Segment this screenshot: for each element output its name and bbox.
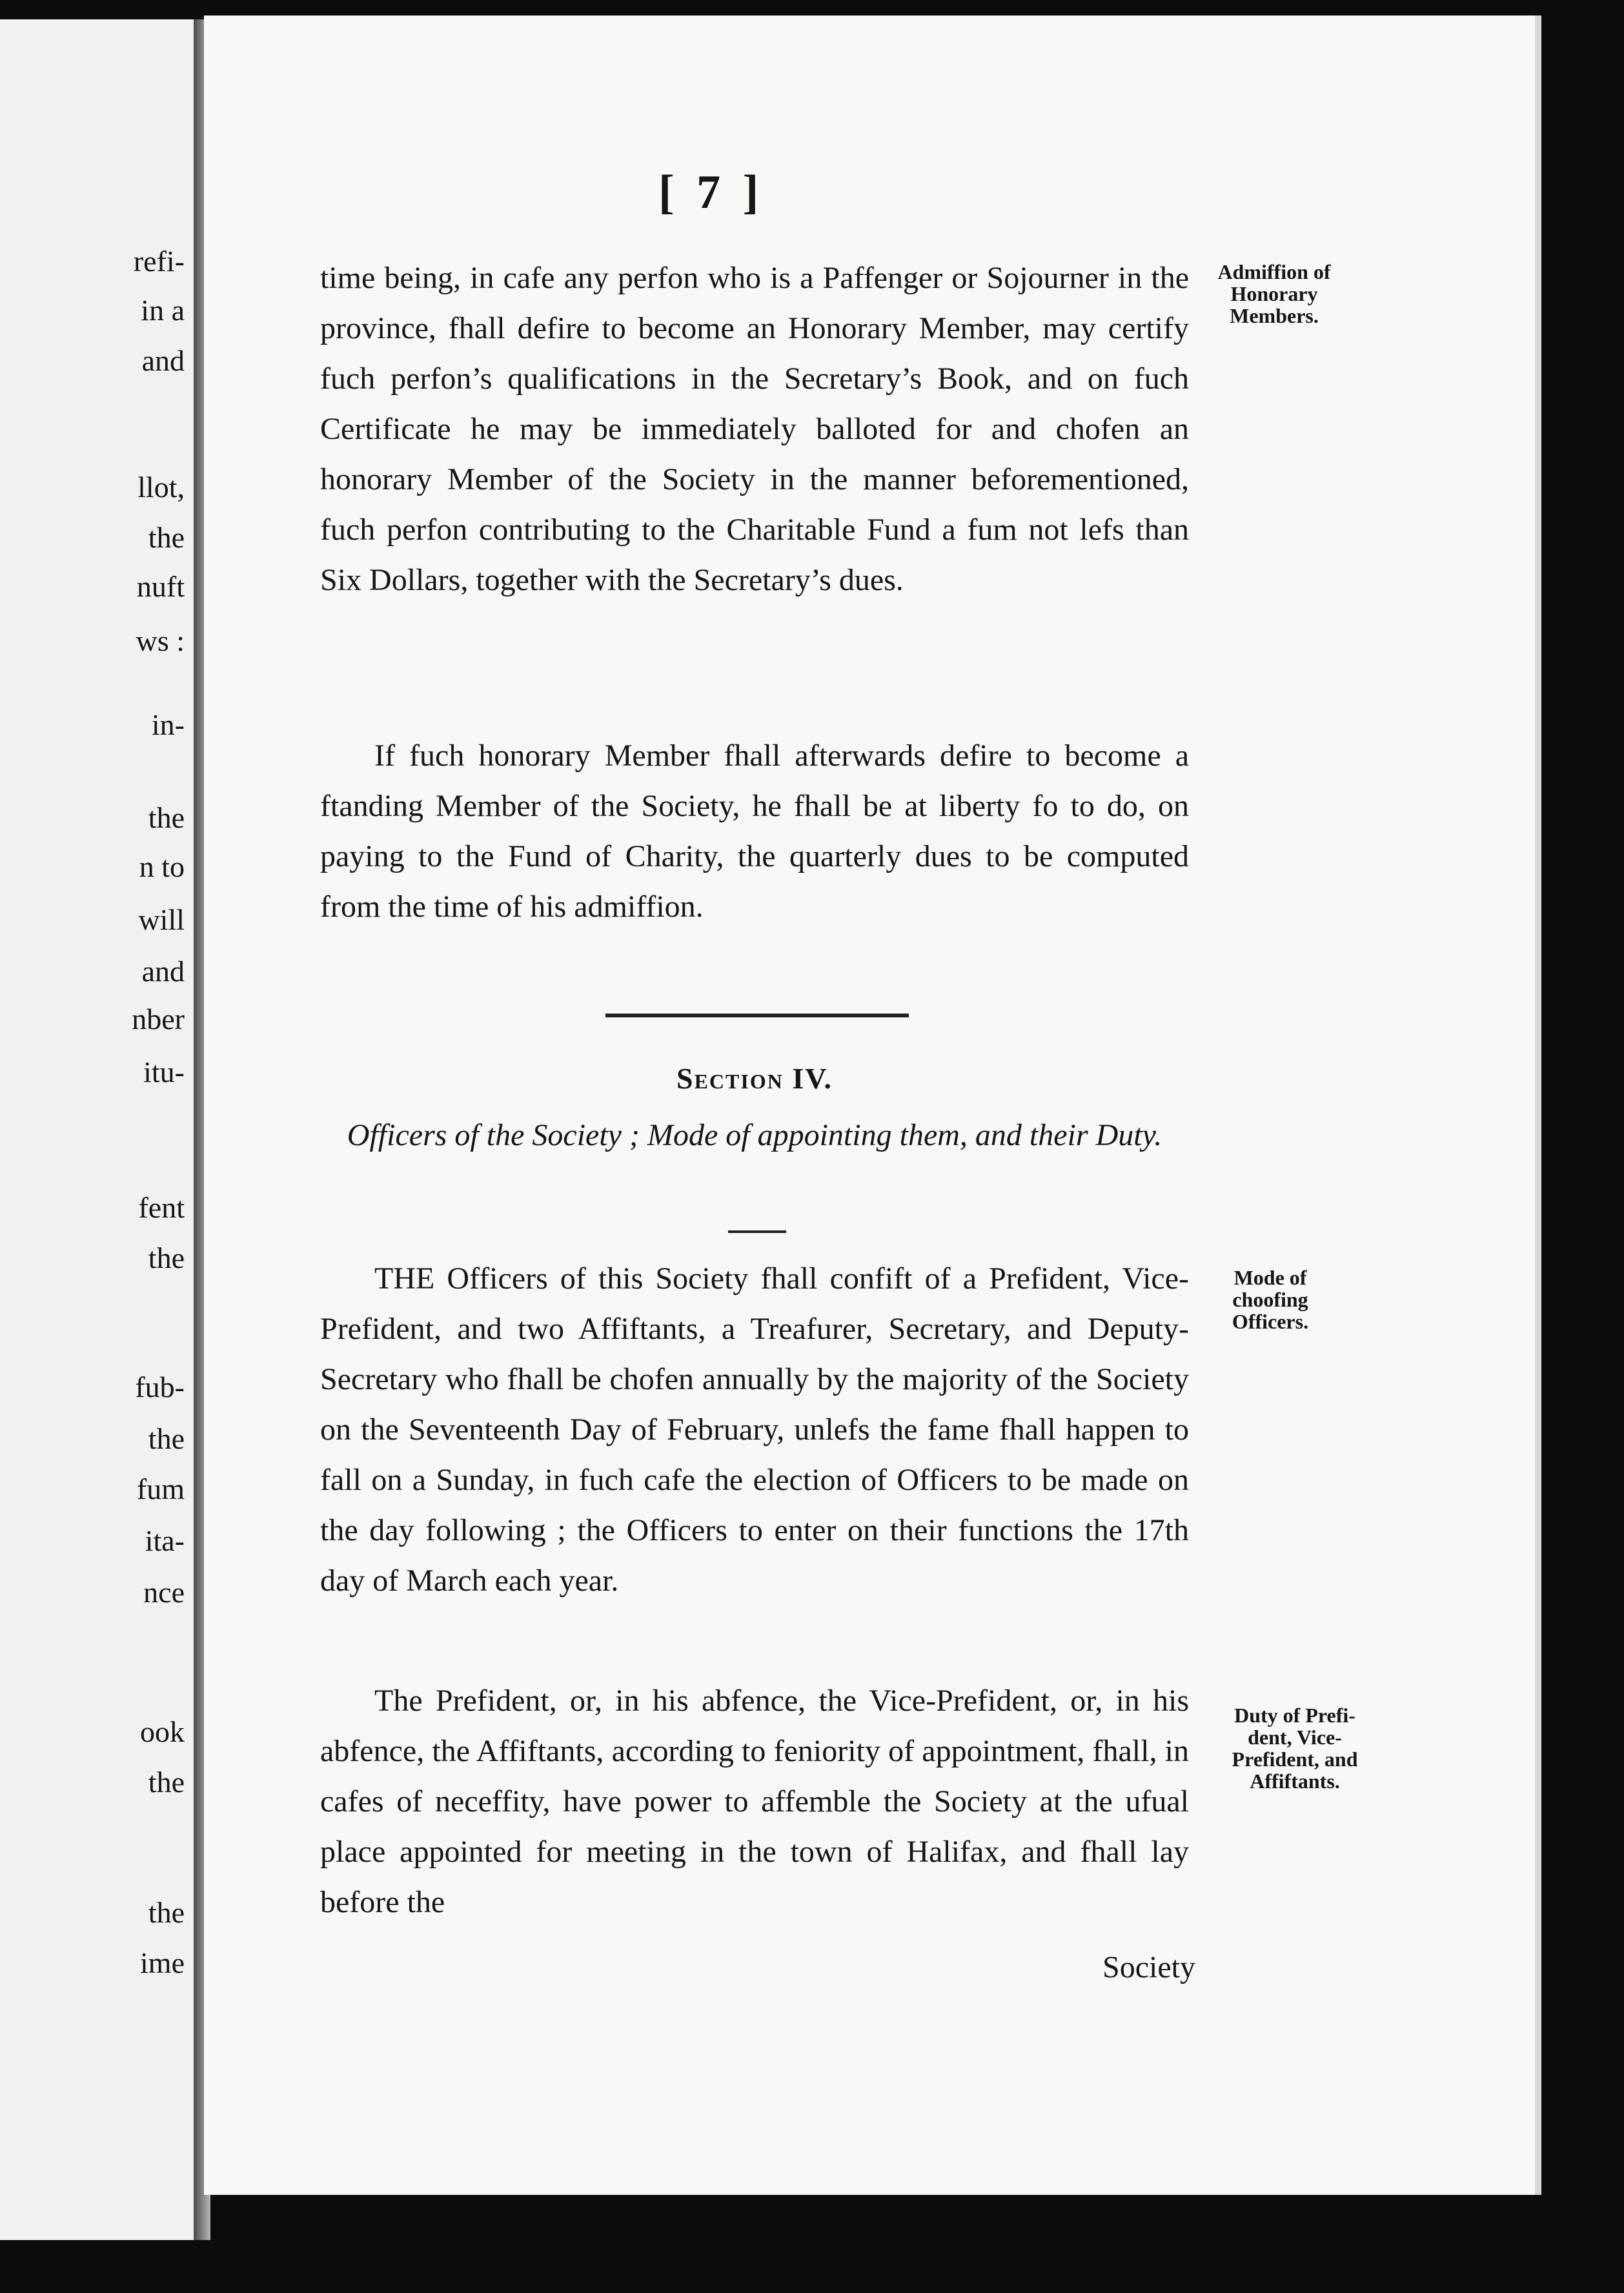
section-heading: Section IV. bbox=[676, 1062, 833, 1095]
left-fragment-line: the bbox=[148, 1241, 185, 1274]
left-fragment-line: in- bbox=[151, 708, 185, 741]
short-divider bbox=[728, 1230, 786, 1233]
page-number: [ 7 ] bbox=[658, 166, 764, 219]
section-divider bbox=[605, 1014, 909, 1017]
left-fragment-line: the bbox=[148, 801, 185, 834]
left-fragment-line: fub- bbox=[135, 1371, 185, 1403]
margin-note-admission: Admiffion of Honorary Members. bbox=[1217, 260, 1331, 327]
left-fragment-line: fent bbox=[138, 1191, 185, 1224]
catchword: Society bbox=[1102, 1950, 1195, 1984]
left-fragment-line: llot, bbox=[137, 471, 185, 504]
section-subtitle: Officers of the Society ; Mode of appointing them, and their Duty. bbox=[347, 1118, 1162, 1152]
left-fragment-line: and bbox=[141, 344, 185, 377]
left-fragment-line: ws : bbox=[136, 624, 185, 657]
left-fragment-line: itu- bbox=[143, 1055, 185, 1088]
paragraph-officers: THE Officers of this Society fhall confift of a Prefident, Vice-Prefident, and two Affiftants, a Treafurer, Secretary, and Deputy-Secretary who fhall be chofen annually by the majority of the Society on the Seventeenth Day of February, unlefs the fame fhall happen to fall on a Sunday, in fuch cafe the election of Officers to be made on the day following ; the Officers to enter on their functions the 17th day of March each year. bbox=[320, 1261, 1189, 1598]
left-fragment-line: nuft bbox=[136, 570, 185, 603]
left-fragment-line: ita- bbox=[145, 1524, 185, 1557]
left-fragment-line: the bbox=[148, 1766, 185, 1799]
margin-note-duty: Duty of Prefi- dent, Vice- Prefident, and Affiftants. bbox=[1232, 1704, 1358, 1793]
paragraph-standing-member: If fuch honorary Member fhall afterwards defire to become a ftanding Member of the Society, he fhall be at liberty fo to do, on paying to the Fund of Charity, the quarterly dues to be computed from the time of his admiffion. bbox=[320, 739, 1189, 924]
left-fragment-line: ook bbox=[140, 1715, 185, 1748]
left-fragment-line: the bbox=[148, 1896, 185, 1929]
left-fragment-line: the bbox=[148, 521, 185, 554]
left-fragment-line: will bbox=[138, 903, 185, 936]
left-fragment-line: nber bbox=[132, 1003, 185, 1035]
left-fragment-line: refi- bbox=[133, 245, 185, 278]
left-fragment-line: the bbox=[148, 1422, 185, 1455]
paragraph-president-duties: The Prefident, or, in his abfence, the Vice-Prefident, or, in his abfence, the Affiftants, according to feniority of appointment, fhall, in cafes of neceffity, have power to affemble the Society at the ufual place appointed for meeting in the town of Halifax, and fhall lay before the bbox=[320, 1684, 1189, 1919]
left-page-fragment bbox=[0, 19, 198, 2240]
left-fragment-line: in a bbox=[141, 294, 185, 327]
left-fragment-line: nce bbox=[143, 1576, 185, 1609]
left-fragment-line: n to bbox=[139, 850, 185, 883]
margin-note-officers: Mode of choofing Officers. bbox=[1232, 1266, 1309, 1333]
left-fragment-line: and bbox=[141, 955, 185, 988]
left-fragment-line: fum bbox=[136, 1473, 185, 1505]
paragraph-honorary-members: time being, in cafe any perfon who is a Paffenger or Sojourner in the province, fhall defire to become an Honorary Member, may certify fuch perfon’s qualifications in the Secretary’s Book, and on fuch Certificate he may be immediately balloted for and chofen an honorary Member of the Society in the manner beforementioned, fuch perfon contributing to the Charitable Fund a fum not lefs than Six Dollars, together with the Secretary’s dues. bbox=[320, 261, 1189, 597]
left-fragment-line: ime bbox=[140, 1946, 185, 1979]
